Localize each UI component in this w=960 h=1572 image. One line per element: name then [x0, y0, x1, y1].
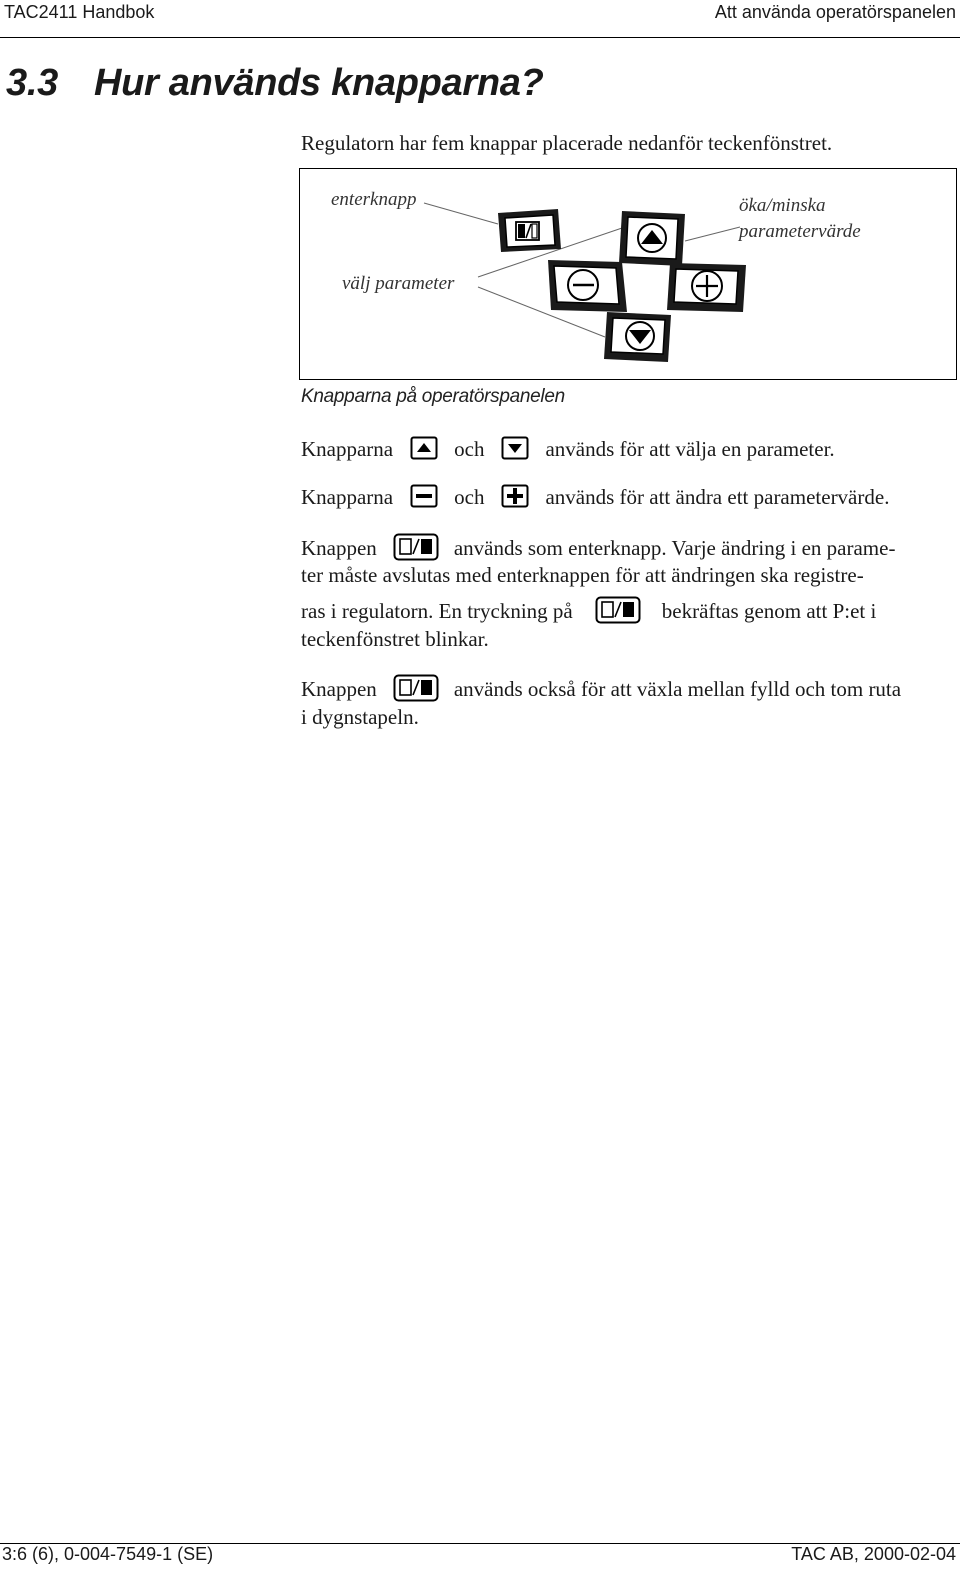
para2-end: används för att ändra ett parametervärde. — [545, 485, 890, 509]
footer-page-ref: 3:6 (6), 0-004-7549-1 (SE) — [2, 1544, 214, 1564]
header-doc-title: TAC2411 Handbok — [4, 2, 155, 22]
para1-end: används för att välja en parameter. — [545, 437, 835, 461]
enter-key-icon — [393, 674, 439, 702]
down-key — [604, 312, 671, 362]
enter-key-icon — [595, 596, 641, 624]
leader-enter — [424, 203, 498, 224]
enter-key-icon — [393, 533, 439, 561]
header-rule — [0, 37, 960, 38]
label-enter-key: enterknapp — [331, 189, 417, 210]
intro-paragraph: Regulatorn har fem knappar placerade nedanför teckenfönstret. — [301, 131, 833, 155]
paragraph-enter-line1 — [301, 535, 957, 564]
figure-caption: Knapparna på operatörspanelen — [301, 386, 565, 407]
paragraph-minus-plus — [301, 484, 957, 511]
paragraph-toggle-line1 — [301, 676, 957, 705]
footer-company-date: TAC AB, 2000-02-04 — [791, 1544, 956, 1564]
para3-l1-start: Knappen — [301, 536, 377, 560]
section-heading — [6, 62, 544, 105]
para4-l1-start: Knappen — [301, 677, 377, 701]
minus-key-icon — [410, 484, 438, 508]
paragraph-up-down — [301, 436, 957, 463]
plus-key-icon — [501, 484, 529, 508]
label-adjust-line1: öka/minska — [739, 195, 826, 216]
down-key-icon — [501, 436, 529, 460]
para4-l1-end: används också för att växla mellan fylld och tom ruta — [453, 677, 902, 701]
label-adjust-line2: parametervärde — [739, 221, 861, 242]
up-key-icon — [410, 436, 438, 460]
section-title: Hur används knapparna? — [94, 62, 544, 104]
label-select-parameter: välj parameter — [342, 273, 455, 294]
leader-adjust — [685, 227, 740, 241]
header-chapter-title: Att använda operatörspanelen — [714, 2, 956, 22]
section-number: 3.3 — [6, 62, 58, 104]
para1-start: Knapparna — [301, 437, 394, 461]
paragraph-toggle-line2: i dygnstapeln. — [301, 705, 419, 729]
para3-l3-end: bekräftas genom att P:et i — [661, 599, 877, 623]
button-panel-figure — [299, 168, 957, 380]
up-key — [619, 211, 685, 266]
page-header — [0, 0, 960, 40]
enter-key — [498, 209, 561, 252]
para2-start: Knapparna — [301, 485, 394, 509]
minus-key — [548, 260, 627, 312]
para3-l3-start: ras i regulatorn. En tryckning på — [301, 599, 573, 623]
para1-och: och — [454, 437, 485, 461]
paragraph-enter-line2: ter måste avslutas med enterknappen för att ändringen ska registre- — [301, 563, 864, 587]
plus-key — [667, 263, 746, 312]
page-footer — [0, 1540, 960, 1572]
para3-l1-end: används som enterknapp. Varje ändring i en parame- — [453, 536, 896, 560]
paragraph-enter-line4: teckenfönstret blinkar. — [301, 627, 489, 651]
label-adjust-value — [739, 193, 861, 245]
paragraph-enter-line3 — [301, 598, 957, 627]
para2-och: och — [454, 485, 485, 509]
